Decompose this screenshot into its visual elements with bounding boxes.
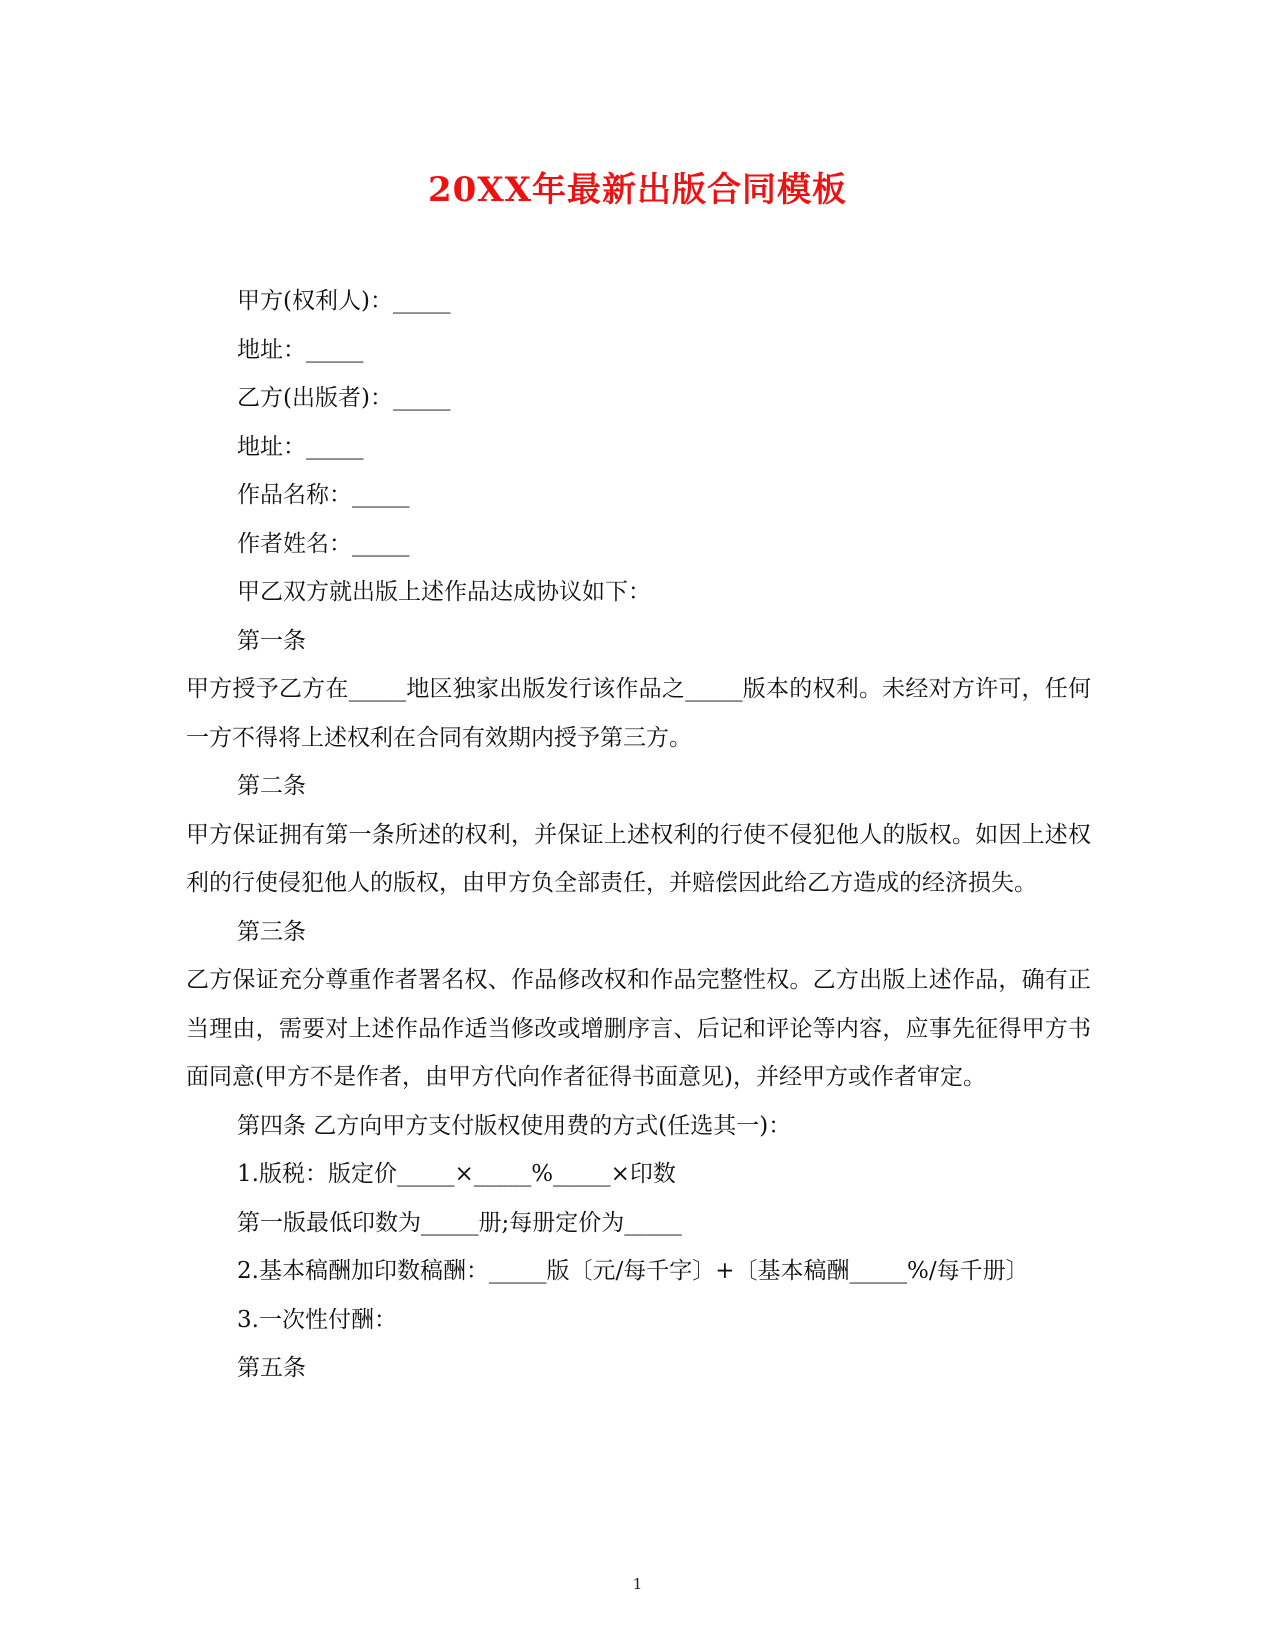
document-body xyxy=(186,277,1091,1393)
party-b-address-line: 地址：_____ xyxy=(237,433,364,460)
article-1-text: 甲方授予乙方在_____地区独家出版发行该作品之_____版本的权利。未经对方许可，任何一方不得将上述权利在合同有效期内授予第三方。 xyxy=(186,676,1091,751)
article-2-text: 甲方保证拥有第一条所述的权利，并保证上述权利的行使不侵犯他人的版权。如因上述权利的行使侵犯他人的版权，由甲方负全部责任，并赔偿因此给乙方造成的经济损失。 xyxy=(186,821,1091,896)
page-number: 1 xyxy=(632,1575,643,1593)
article-4-item-base-fee: 2.基本稿酬加印数稿酬：_____版〔元/每千字〕+〔基本稿酬_____%/每千册〕 xyxy=(237,1258,1029,1284)
party-a-address-line: 地址：_____ xyxy=(237,336,364,363)
article-4-item-lump-sum: 3.一次性付酬： xyxy=(237,1306,397,1333)
author-name-line: 作者姓名：_____ xyxy=(237,530,410,557)
article-3-text: 乙方保证充分尊重作者署名权、作品修改权和作品完整性权。乙方出版上述作品，确有正当理由，需要对上述作品作适当修改或增删序言、后记和评论等内容，应事先征得甲方书面同意(甲方不是作者，由甲方代向作者征得书面意见)，并经甲方或作者审定。 xyxy=(186,967,1091,1090)
article-4-item-min-print: 第一版最低印数为_____册;每册定价为_____ xyxy=(237,1209,682,1236)
agreement-intro-line: 甲乙双方就出版上述作品达成协议如下： xyxy=(237,579,651,605)
article-3-heading: 第三条 xyxy=(237,918,306,945)
party-a-line: 甲方(权利人)：_____ xyxy=(237,288,451,314)
article-5-heading: 第五条 xyxy=(237,1355,306,1381)
article-1-heading: 第一条 xyxy=(237,627,306,654)
article-4-item-royalty: 1.版税：版定价_____×_____%_____×印数 xyxy=(237,1161,676,1187)
party-b-line: 乙方(出版者)：_____ xyxy=(237,385,451,411)
work-title-line: 作品名称：_____ xyxy=(237,482,410,508)
article-4-heading: 第四条 乙方向甲方支付版权使用费的方式(任选其一)： xyxy=(237,1112,792,1139)
article-2-heading: 第二条 xyxy=(237,773,306,799)
document-title: 20XX年最新出版合同模板 xyxy=(427,170,848,210)
